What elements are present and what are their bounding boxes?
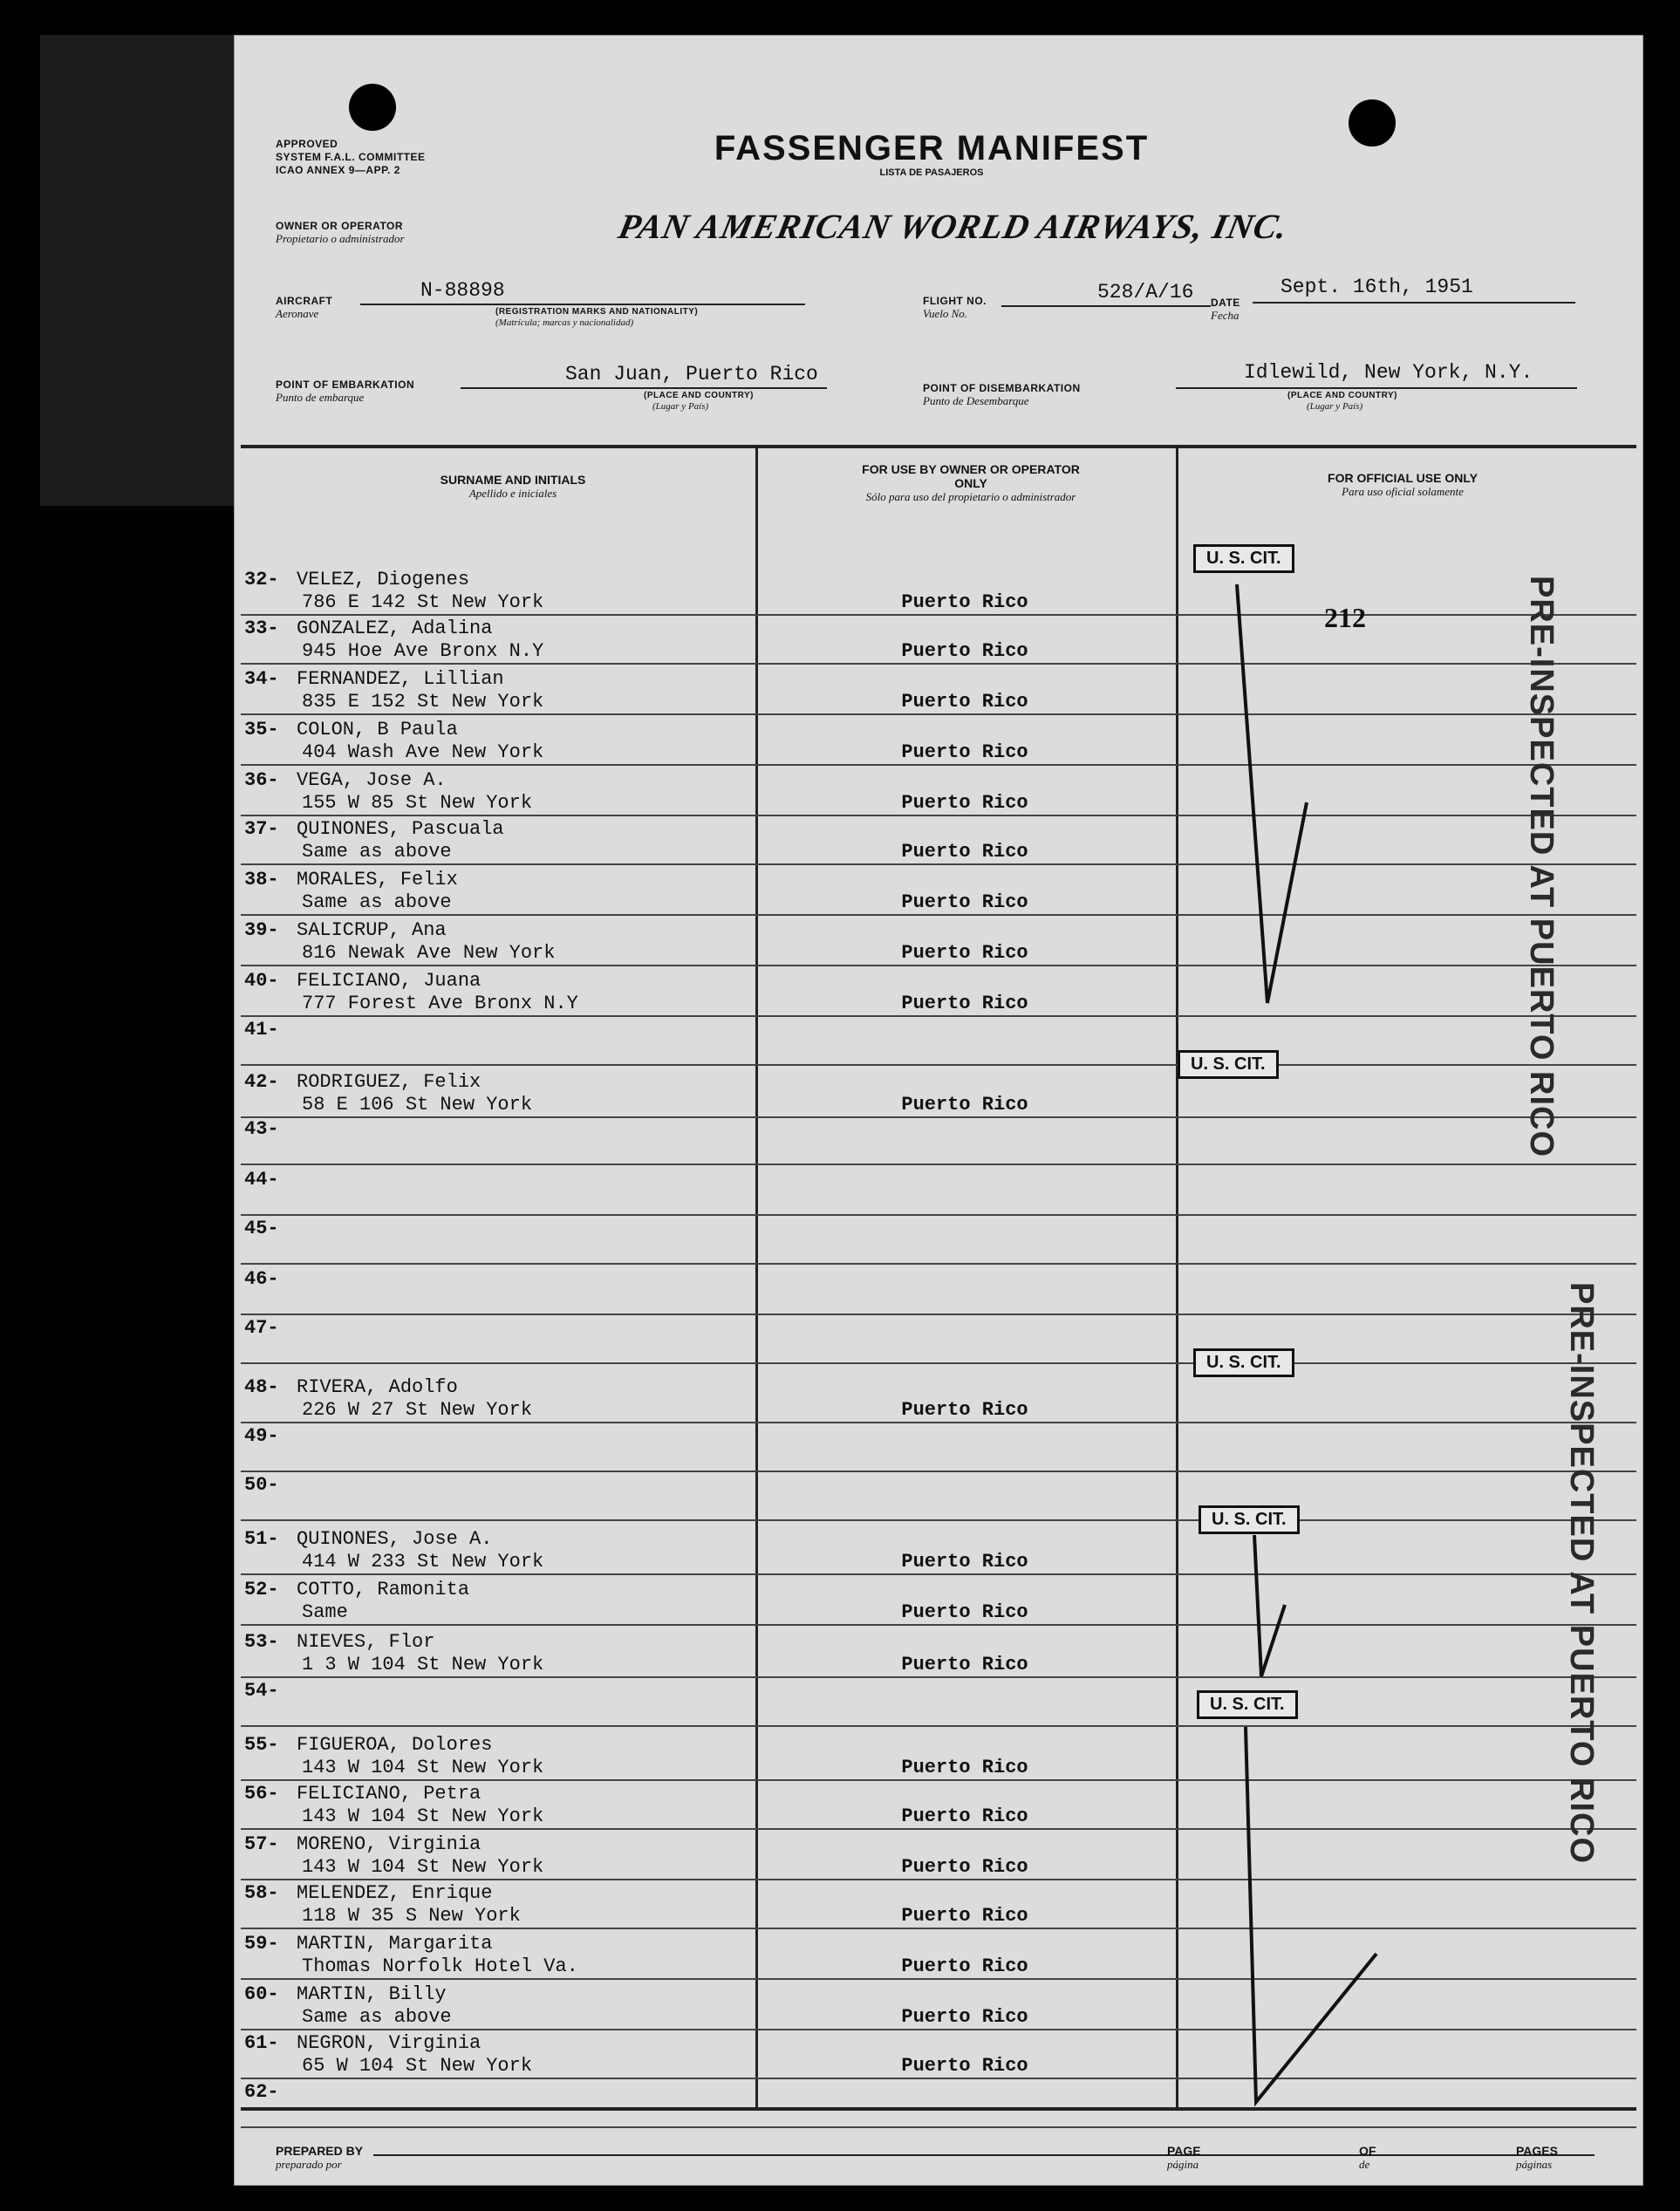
row-number: 33- — [244, 618, 279, 639]
passenger-name: FELICIANO, Juana — [297, 970, 481, 992]
passenger-country: Puerto Rico — [901, 1805, 1028, 1827]
page-subtitle: LISTA DE PASAJEROS — [879, 167, 984, 178]
punch-hole — [1349, 99, 1396, 147]
place-note: (PLACE AND COUNTRY) — [1287, 391, 1397, 400]
passenger-name: GONZALEZ, Adalina — [297, 618, 493, 639]
registration-note-es: (Matrícula; marcas y nacionalidad) — [495, 317, 634, 328]
row-rule — [241, 1314, 1636, 1315]
underline — [1176, 387, 1577, 389]
passenger-name: QUINONES, Pascuala — [297, 818, 504, 840]
registration-note: (REGISTRATION MARKS AND NATIONALITY) — [495, 307, 699, 317]
row-number: 48- — [244, 1376, 279, 1398]
row-rule — [241, 1725, 1636, 1727]
row-rule — [241, 2126, 1636, 2128]
passenger-country: Puerto Rico — [901, 841, 1028, 863]
of-label: OF — [1359, 2144, 1376, 2158]
owner-label: OWNER OR OPERATOR — [276, 220, 404, 232]
page-title: FASSENGER MANIFEST — [714, 129, 1150, 167]
passenger-country: Puerto Rico — [901, 1399, 1028, 1421]
column-divider — [1176, 448, 1178, 2107]
disembark-label: POINT OF DISEMBARKATION — [923, 382, 1081, 394]
passenger-name: SALICRUP, Ana — [297, 919, 447, 941]
row-number: 57- — [244, 1833, 279, 1855]
row-rule — [241, 1214, 1636, 1216]
passenger-name: RIVERA, Adolfo — [297, 1376, 458, 1398]
row-rule — [241, 1116, 1636, 1118]
row-rule — [241, 1978, 1636, 1980]
row-number: 43- — [244, 1118, 279, 1140]
passenger-country: Puerto Rico — [901, 1955, 1028, 1977]
passenger-country: Puerto Rico — [901, 1905, 1028, 1927]
passenger-address: 835 E 152 St New York — [302, 691, 544, 713]
row-rule — [241, 1879, 1636, 1880]
passenger-name: MELENDEZ, Enrique — [297, 1882, 493, 1904]
passenger-address: 945 Hoe Ave Bronx N.Y — [302, 640, 544, 662]
passenger-name: RODRIGUEZ, Felix — [297, 1071, 481, 1093]
row-rule — [241, 663, 1636, 665]
us-cit-stamp: U. S. CIT. — [1193, 1348, 1294, 1377]
disembark-value: Idlewild, New York, N.Y. — [1244, 361, 1533, 384]
approval-block — [276, 138, 426, 177]
row-number: 35- — [244, 719, 279, 740]
row-rule — [241, 1573, 1636, 1575]
row-number: 32- — [244, 569, 279, 590]
approval-line: ICAO ANNEX 9—APP. 2 — [276, 164, 400, 176]
underline — [360, 304, 805, 305]
row-number: 42- — [244, 1071, 279, 1093]
row-number: 53- — [244, 1631, 279, 1653]
passenger-name: FELICIANO, Petra — [297, 1783, 481, 1805]
us-cit-stamp: U. S. CIT. — [1178, 1050, 1279, 1079]
us-cit-stamp: U. S. CIT. — [1199, 1505, 1300, 1534]
column-header-text: FOR USE BY OWNER OR OPERATOR ONLY — [862, 462, 1080, 490]
row-number: 52- — [244, 1579, 279, 1600]
prepared-by-label: PREPARED BY — [276, 2144, 364, 2158]
row-rule — [241, 965, 1636, 966]
passenger-country: Puerto Rico — [901, 993, 1028, 1014]
passenger-name: COTTO, Ramonita — [297, 1579, 470, 1600]
passenger-name: MORALES, Felix — [297, 869, 458, 891]
row-rule — [241, 1519, 1636, 1521]
column-header-text-es: Apellido e iniciales — [468, 487, 557, 500]
date-label-es: Fecha — [1211, 309, 1240, 322]
table-top-border — [241, 445, 1636, 448]
row-rule — [241, 1362, 1636, 1364]
passenger-address: 58 E 106 St New York — [302, 1094, 533, 1116]
passenger-address: 118 W 35 S New York — [302, 1905, 521, 1927]
check-mark-icon — [1228, 576, 1333, 1029]
underline — [1253, 302, 1575, 304]
row-number: 60- — [244, 1983, 279, 2005]
row-rule — [241, 1779, 1636, 1781]
passenger-address: Thomas Norfolk Hotel Va. — [302, 1955, 578, 1977]
punch-hole — [349, 84, 396, 131]
column-header-text-es: Sólo para uso del propietario o administrador — [865, 490, 1076, 503]
scan-margin — [40, 35, 234, 506]
flight-value: 528/A/16 — [1097, 281, 1194, 304]
preinspected-stamp: PRE-INSPECTED AT PUERTO RICO — [1523, 576, 1560, 1158]
column-header-surname — [338, 473, 687, 501]
passenger-name: COLON, B Paula — [297, 719, 458, 740]
row-rule — [241, 1422, 1636, 1423]
row-number: 44- — [244, 1169, 279, 1191]
column-header-owner — [844, 462, 1097, 504]
row-number: 39- — [244, 919, 279, 941]
row-rule — [241, 863, 1636, 865]
passenger-country: Puerto Rico — [901, 741, 1028, 763]
row-rule — [241, 914, 1636, 916]
page-label: PAGE — [1167, 2144, 1201, 2158]
row-rule — [241, 1676, 1636, 1678]
approval-line: APPROVED — [276, 138, 338, 150]
count-stamp: 212 — [1324, 602, 1366, 633]
passenger-name: MARTIN, Margarita — [297, 1933, 493, 1955]
us-cit-stamp: U. S. CIT. — [1197, 1690, 1298, 1719]
preinspected-stamp: PRE-INSPECTED AT PUERTO RICO — [1563, 1282, 1600, 1865]
passenger-name: VELEZ, Diogenes — [297, 569, 470, 590]
row-rule — [241, 1164, 1636, 1165]
column-header-text: FOR OFFICIAL USE ONLY — [1328, 471, 1478, 485]
column-header-text-es: Para uso oficial solamente — [1342, 485, 1464, 498]
passenger-address: 414 W 233 St New York — [302, 1551, 544, 1573]
row-rule — [241, 1471, 1636, 1472]
passenger-address: Same as above — [302, 841, 452, 863]
row-number: 34- — [244, 668, 279, 690]
embark-label-es: Punto de embarque — [276, 391, 365, 404]
passenger-country: Puerto Rico — [901, 691, 1028, 713]
passenger-address: 155 W 85 St New York — [302, 792, 533, 814]
passenger-country: Puerto Rico — [901, 1601, 1028, 1623]
passenger-name: VEGA, Jose A. — [297, 769, 447, 791]
row-rule — [241, 1015, 1636, 1017]
column-header-text: SURNAME AND INITIALS — [440, 473, 586, 487]
page-label-es: página — [1167, 2158, 1199, 2171]
row-number: 37- — [244, 818, 279, 840]
passenger-country: Puerto Rico — [901, 1654, 1028, 1675]
passenger-address: Same as above — [302, 891, 452, 913]
row-number: 54- — [244, 1680, 279, 1702]
underline — [461, 387, 827, 389]
passenger-name: NEGRON, Virginia — [297, 2032, 481, 2054]
row-rule — [241, 1064, 1636, 1066]
date-label: DATE — [1211, 297, 1240, 309]
passenger-name: QUINONES, Jose A. — [297, 1528, 493, 1550]
passenger-country: Puerto Rico — [901, 640, 1028, 662]
passenger-name: MARTIN, Billy — [297, 1983, 447, 2005]
manifest-page — [234, 35, 1643, 2186]
passenger-address: 143 W 104 St New York — [302, 1757, 544, 1778]
column-divider — [755, 448, 758, 2107]
place-note-es: (Lugar y País) — [652, 401, 709, 412]
row-number: 49- — [244, 1425, 279, 1447]
passenger-address: 816 Newak Ave New York — [302, 942, 556, 964]
row-rule — [241, 1624, 1636, 1626]
row-rule — [241, 2029, 1636, 2030]
row-number: 58- — [244, 1882, 279, 1904]
owner-label-es: Propietario o administrador — [276, 232, 405, 245]
operator-name: PAN AMERICAN WORLD AIRWAYS, INC. — [615, 207, 1292, 246]
row-number: 38- — [244, 869, 279, 891]
passenger-country: Puerto Rico — [901, 2055, 1028, 2077]
passenger-country: Puerto Rico — [901, 1757, 1028, 1778]
passenger-address: 786 E 142 St New York — [302, 591, 544, 613]
passenger-address: 777 Forest Ave Bronx N.Y — [302, 993, 578, 1014]
aircraft-label-es: Aeronave — [276, 307, 319, 320]
place-note: (PLACE AND COUNTRY) — [644, 391, 754, 400]
row-number: 61- — [244, 2032, 279, 2054]
row-rule — [241, 1928, 1636, 1929]
prepared-by-label-es: preparado por — [276, 2158, 342, 2171]
passenger-country: Puerto Rico — [901, 891, 1028, 913]
row-number: 41- — [244, 1019, 279, 1041]
approval-line: SYSTEM F.A.L. COMMITTEE — [276, 151, 426, 163]
passenger-name: FIGUEROA, Dolores — [297, 1734, 493, 1756]
pages-label-es: páginas — [1516, 2158, 1553, 2171]
passenger-name: FERNANDEZ, Lillian — [297, 668, 504, 690]
underline — [1001, 305, 1211, 307]
embark-label: POINT OF EMBARKATION — [276, 379, 415, 391]
row-rule — [241, 614, 1636, 616]
row-number: 46- — [244, 1268, 279, 1290]
row-number: 40- — [244, 970, 279, 992]
flight-label-es: Vuelo No. — [923, 307, 968, 320]
column-header-official — [1228, 471, 1577, 499]
row-number: 50- — [244, 1474, 279, 1496]
aircraft-value: N-88898 — [420, 279, 505, 302]
row-number: 47- — [244, 1317, 279, 1339]
pages-label: PAGES — [1516, 2144, 1558, 2158]
passenger-country: Puerto Rico — [901, 2006, 1028, 2028]
row-number: 55- — [244, 1734, 279, 1756]
passenger-address: 65 W 104 St New York — [302, 2055, 533, 2077]
passenger-address: Same — [302, 1601, 348, 1623]
passenger-address: 143 W 104 St New York — [302, 1856, 544, 1878]
disembark-label-es: Punto de Desembarque — [923, 394, 1029, 407]
passenger-address: 404 Wash Ave New York — [302, 741, 544, 763]
passenger-country: Puerto Rico — [901, 1856, 1028, 1878]
row-number: 62- — [244, 2081, 279, 2103]
passenger-country: Puerto Rico — [901, 591, 1028, 613]
table-bottom-border — [241, 2107, 1636, 2111]
passenger-country: Puerto Rico — [901, 1551, 1028, 1573]
row-rule — [241, 764, 1636, 766]
row-rule — [241, 1828, 1636, 1830]
passenger-address: 143 W 104 St New York — [302, 1805, 544, 1827]
row-number: 51- — [244, 1528, 279, 1550]
row-rule — [241, 713, 1636, 715]
passenger-address: 226 W 27 St New York — [302, 1399, 533, 1421]
row-rule — [241, 815, 1636, 816]
passenger-name: MORENO, Virginia — [297, 1833, 481, 1855]
passenger-country: Puerto Rico — [901, 942, 1028, 964]
of-label-es: de — [1359, 2158, 1370, 2171]
row-number: 36- — [244, 769, 279, 791]
check-mark-icon — [1237, 1718, 1411, 2119]
us-cit-stamp: U. S. CIT. — [1193, 544, 1294, 573]
flight-label: FLIGHT NO. — [923, 295, 987, 307]
check-mark-icon — [1237, 1518, 1307, 1692]
passenger-country: Puerto Rico — [901, 792, 1028, 814]
row-number: 56- — [244, 1783, 279, 1805]
row-rule — [241, 1263, 1636, 1265]
passenger-country: Puerto Rico — [901, 1094, 1028, 1116]
passenger-name: NIEVES, Flor — [297, 1631, 435, 1653]
footer-line — [373, 2154, 1595, 2156]
place-note-es: (Lugar y País) — [1307, 401, 1363, 412]
date-value: Sept. 16th, 1951 — [1280, 276, 1473, 298]
passenger-address: 1 3 W 104 St New York — [302, 1654, 544, 1675]
row-number: 59- — [244, 1933, 279, 1955]
row-rule — [241, 2078, 1636, 2079]
row-number: 45- — [244, 1218, 279, 1239]
passenger-address: Same as above — [302, 2006, 452, 2028]
aircraft-label: AIRCRAFT — [276, 295, 333, 307]
embark-value: San Juan, Puerto Rico — [565, 363, 818, 386]
